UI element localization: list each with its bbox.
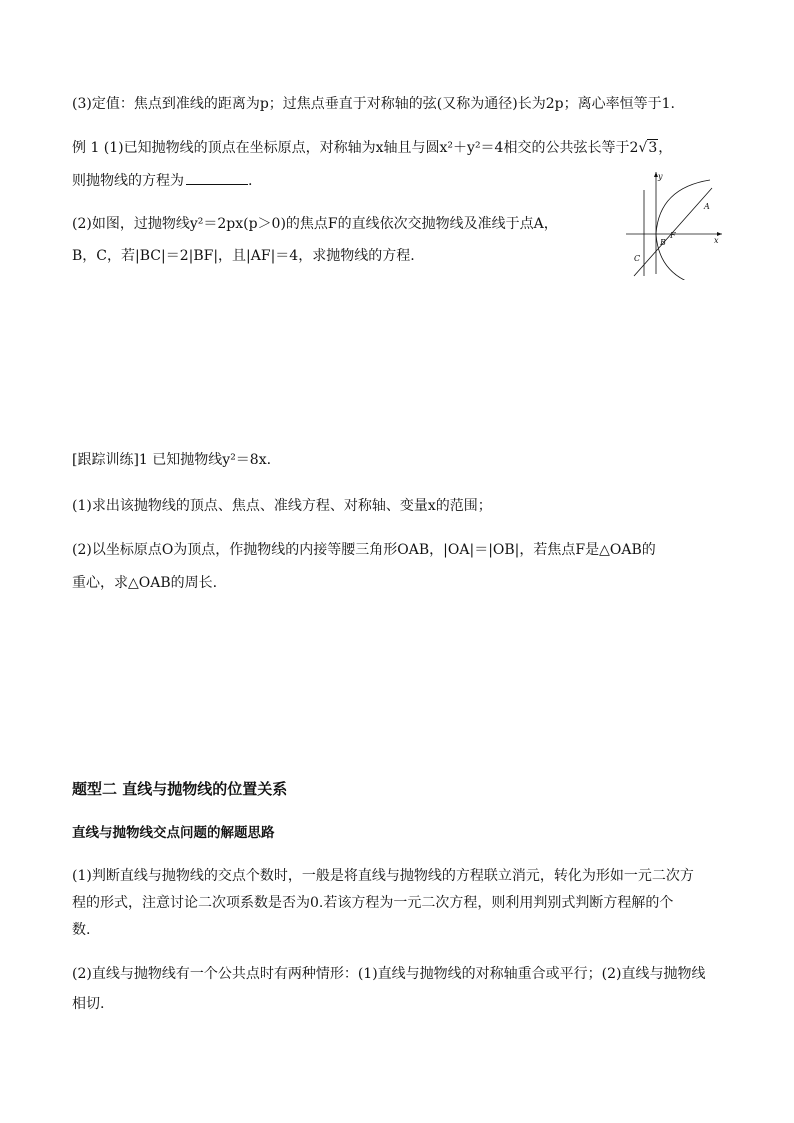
label-F: F bbox=[670, 231, 676, 240]
label-x: x bbox=[714, 236, 719, 245]
example1-q1-comma: ， bbox=[658, 140, 673, 156]
training-q2-line2: 重心，求△OAB的周长. bbox=[72, 575, 218, 591]
parabola-figure bbox=[622, 170, 726, 280]
example1-q1-line2 bbox=[72, 170, 252, 191]
training-q1: (1)求出该抛物线的顶点、焦点、准线方程、对称轴、变量x的范围； bbox=[72, 498, 492, 514]
label-C: C bbox=[634, 254, 641, 263]
parabola-curve bbox=[656, 180, 710, 280]
answer-blank bbox=[186, 170, 248, 185]
label-B: B bbox=[660, 238, 666, 247]
type2-heading: 题型二 直线与抛物线的位置关系 bbox=[72, 780, 288, 798]
sqrt-expression: √3 bbox=[638, 140, 658, 156]
type2-p1-line1: (1)判断直线与抛物线的交点个数时，一般是将直线与抛物线的方程联立消元，转化为形如一元二次方 bbox=[72, 868, 694, 884]
example1-q2-line2: B，C，若|BC|＝2|BF|，且|AF|＝4，求抛物线的方程. bbox=[72, 248, 415, 264]
property-fixed-values: (3)定值：焦点到准线的距离为p；过焦点垂直于对称轴的弦(又称为通径)长为2p；离心率恒等于1. bbox=[72, 96, 675, 112]
training-title: [跟踪训练]1 已知抛物线y²＝8x. bbox=[72, 452, 272, 468]
example1-q1-text2: 则抛物线的方程为 bbox=[72, 173, 184, 189]
type2-p2-line1: (2)直线与抛物线有一个公共点时有两种情形：(1)直线与抛物线的对称轴重合或平行；(2)直线与抛物线 bbox=[72, 966, 706, 982]
label-y: y bbox=[658, 172, 663, 181]
sqrt-radicand: 3 bbox=[648, 140, 658, 156]
type2-subheading: 直线与抛物线交点问题的解题思路 bbox=[72, 825, 275, 841]
example1-q1-period: . bbox=[248, 173, 253, 189]
type2-p2-line2: 相切. bbox=[72, 996, 105, 1012]
type2-p1-line2: 程的形式，注意讨论二次项系数是否为0.若该方程为一元二次方程，则利用判别式判断方程解的个 bbox=[72, 895, 674, 911]
example1-q2-line1: (2)如图，过抛物线y²＝2px(p＞0)的焦点F的直线依次交抛物线及准线于点A， bbox=[72, 216, 558, 232]
example1-q1-line1 bbox=[72, 138, 672, 158]
example1-q1-text: 例 1 (1)已知抛物线的顶点在坐标原点，对称轴为x轴且与圆x²＋y²＝4相交的公共弦长等于2 bbox=[72, 140, 639, 156]
training-q2-line1: (2)以坐标原点O为顶点，作抛物线的内接等腰三角形OAB，|OA|＝|OB|，若焦点F是△OAB的 bbox=[72, 542, 656, 558]
label-A: A bbox=[704, 202, 710, 211]
type2-p1-line3: 数. bbox=[72, 922, 91, 938]
